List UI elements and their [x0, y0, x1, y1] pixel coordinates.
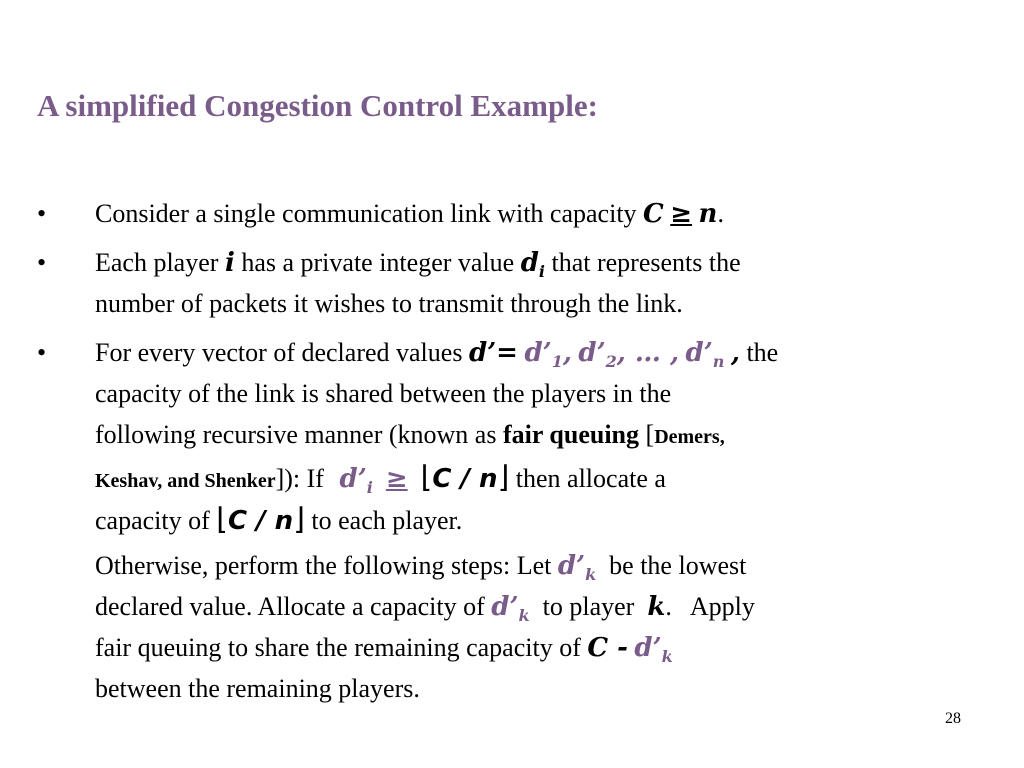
bullet-3-line-5	[95, 502, 463, 537]
fair-queuing-term: fair queuing	[502, 420, 640, 449]
math-d2: $d’_2$	[578, 338, 617, 371]
citation-part-1: Demers,	[654, 426, 725, 448]
bullet-3-marker: •	[37, 338, 47, 367]
bullet-2-text-1: Each player	[95, 248, 219, 277]
para-4-text-6: fair queuing to share the remaining capacity of	[95, 633, 581, 662]
comma: ,	[562, 338, 572, 368]
math-d-i-prime: $d’_i$	[339, 464, 373, 497]
para-4-text-1: Otherwise, perform the following steps: Let	[95, 551, 552, 580]
bullet-1-marker: •	[37, 199, 47, 228]
bullet-3-text-4: then allocate a	[515, 464, 666, 493]
math-d-k: $d’_k$	[634, 633, 673, 666]
para-4-line-1	[95, 551, 747, 584]
para-4-line-4: between the remaining players.	[95, 674, 420, 703]
bullet-3-line-3	[95, 422, 725, 448]
period: .	[717, 199, 724, 228]
bullet-1-text: Consider a single communication link with capacity	[95, 199, 637, 228]
math-d-k: $d’_k$	[557, 551, 597, 584]
bullet-3-text-3: following recursive manner (known as	[95, 420, 497, 449]
bracket-close: ]): If	[275, 464, 324, 493]
math-i: i	[224, 248, 235, 278]
math-d-i: $d_i$	[520, 248, 545, 281]
math-n: n	[698, 199, 718, 229]
math-dn: $d’_n$	[685, 338, 725, 371]
math-d-vector: d’=	[468, 338, 518, 368]
math-C-over-n: C / n	[432, 464, 498, 494]
para-4-text-5: . Apply	[665, 592, 755, 621]
para-4-line-2	[95, 592, 755, 625]
para-4-text-2: be the lowest	[609, 551, 747, 580]
comma: ,	[730, 338, 740, 368]
para-4-line-3	[95, 633, 673, 666]
bracket-open: [	[645, 420, 655, 449]
floor-left-icon: ⌊	[420, 460, 433, 495]
math-C-minus: C -	[587, 633, 628, 663]
math-geq: ≥	[385, 464, 408, 494]
bullet-3-line-1	[95, 338, 779, 371]
bullet-2-text-3: that represents the	[551, 248, 741, 277]
bullet-3-text-6: to each player.	[311, 506, 463, 535]
slide-title: A simplified Congestion Control Example:	[37, 88, 598, 123]
para-4-text-4: to player	[542, 592, 635, 621]
math-k: k	[647, 592, 666, 622]
math-C-over-n: C / n	[227, 506, 294, 536]
floor-right-icon: ⌋	[293, 502, 305, 537]
math-C: C	[643, 199, 664, 229]
bullet-3-text-1: For every vector of declared values	[95, 338, 463, 367]
bullet-1-line-1	[95, 201, 724, 227]
math-d1: $d’_1$	[524, 338, 563, 371]
para-4-text-3: declared value. Allocate a capacity of	[95, 592, 485, 621]
page-number: 28	[945, 710, 961, 727]
bullet-3-text-5: capacity of	[95, 506, 210, 535]
bullet-2-text-2: has a private integer value	[241, 248, 515, 277]
bullet-3-line-4	[95, 460, 666, 497]
floor-right-icon: ⌋	[497, 460, 510, 495]
citation-part-2: Keshav, and Shenker	[95, 470, 276, 492]
bullet-2-line-2: number of packets it wishes to transmit through the link.	[95, 289, 683, 318]
bullet-3-text-2: the	[746, 338, 779, 367]
ellipsis: , … ,	[616, 338, 680, 368]
floor-left-icon: ⌊	[216, 502, 228, 537]
math-d-k: $d’_k$	[491, 592, 530, 625]
bullet-2-marker: •	[37, 248, 47, 277]
bullet-2-line-1	[95, 248, 741, 281]
math-geq: ≥	[670, 199, 693, 229]
bullet-3-line-2: capacity of the link is shared between the players in the	[95, 379, 672, 408]
